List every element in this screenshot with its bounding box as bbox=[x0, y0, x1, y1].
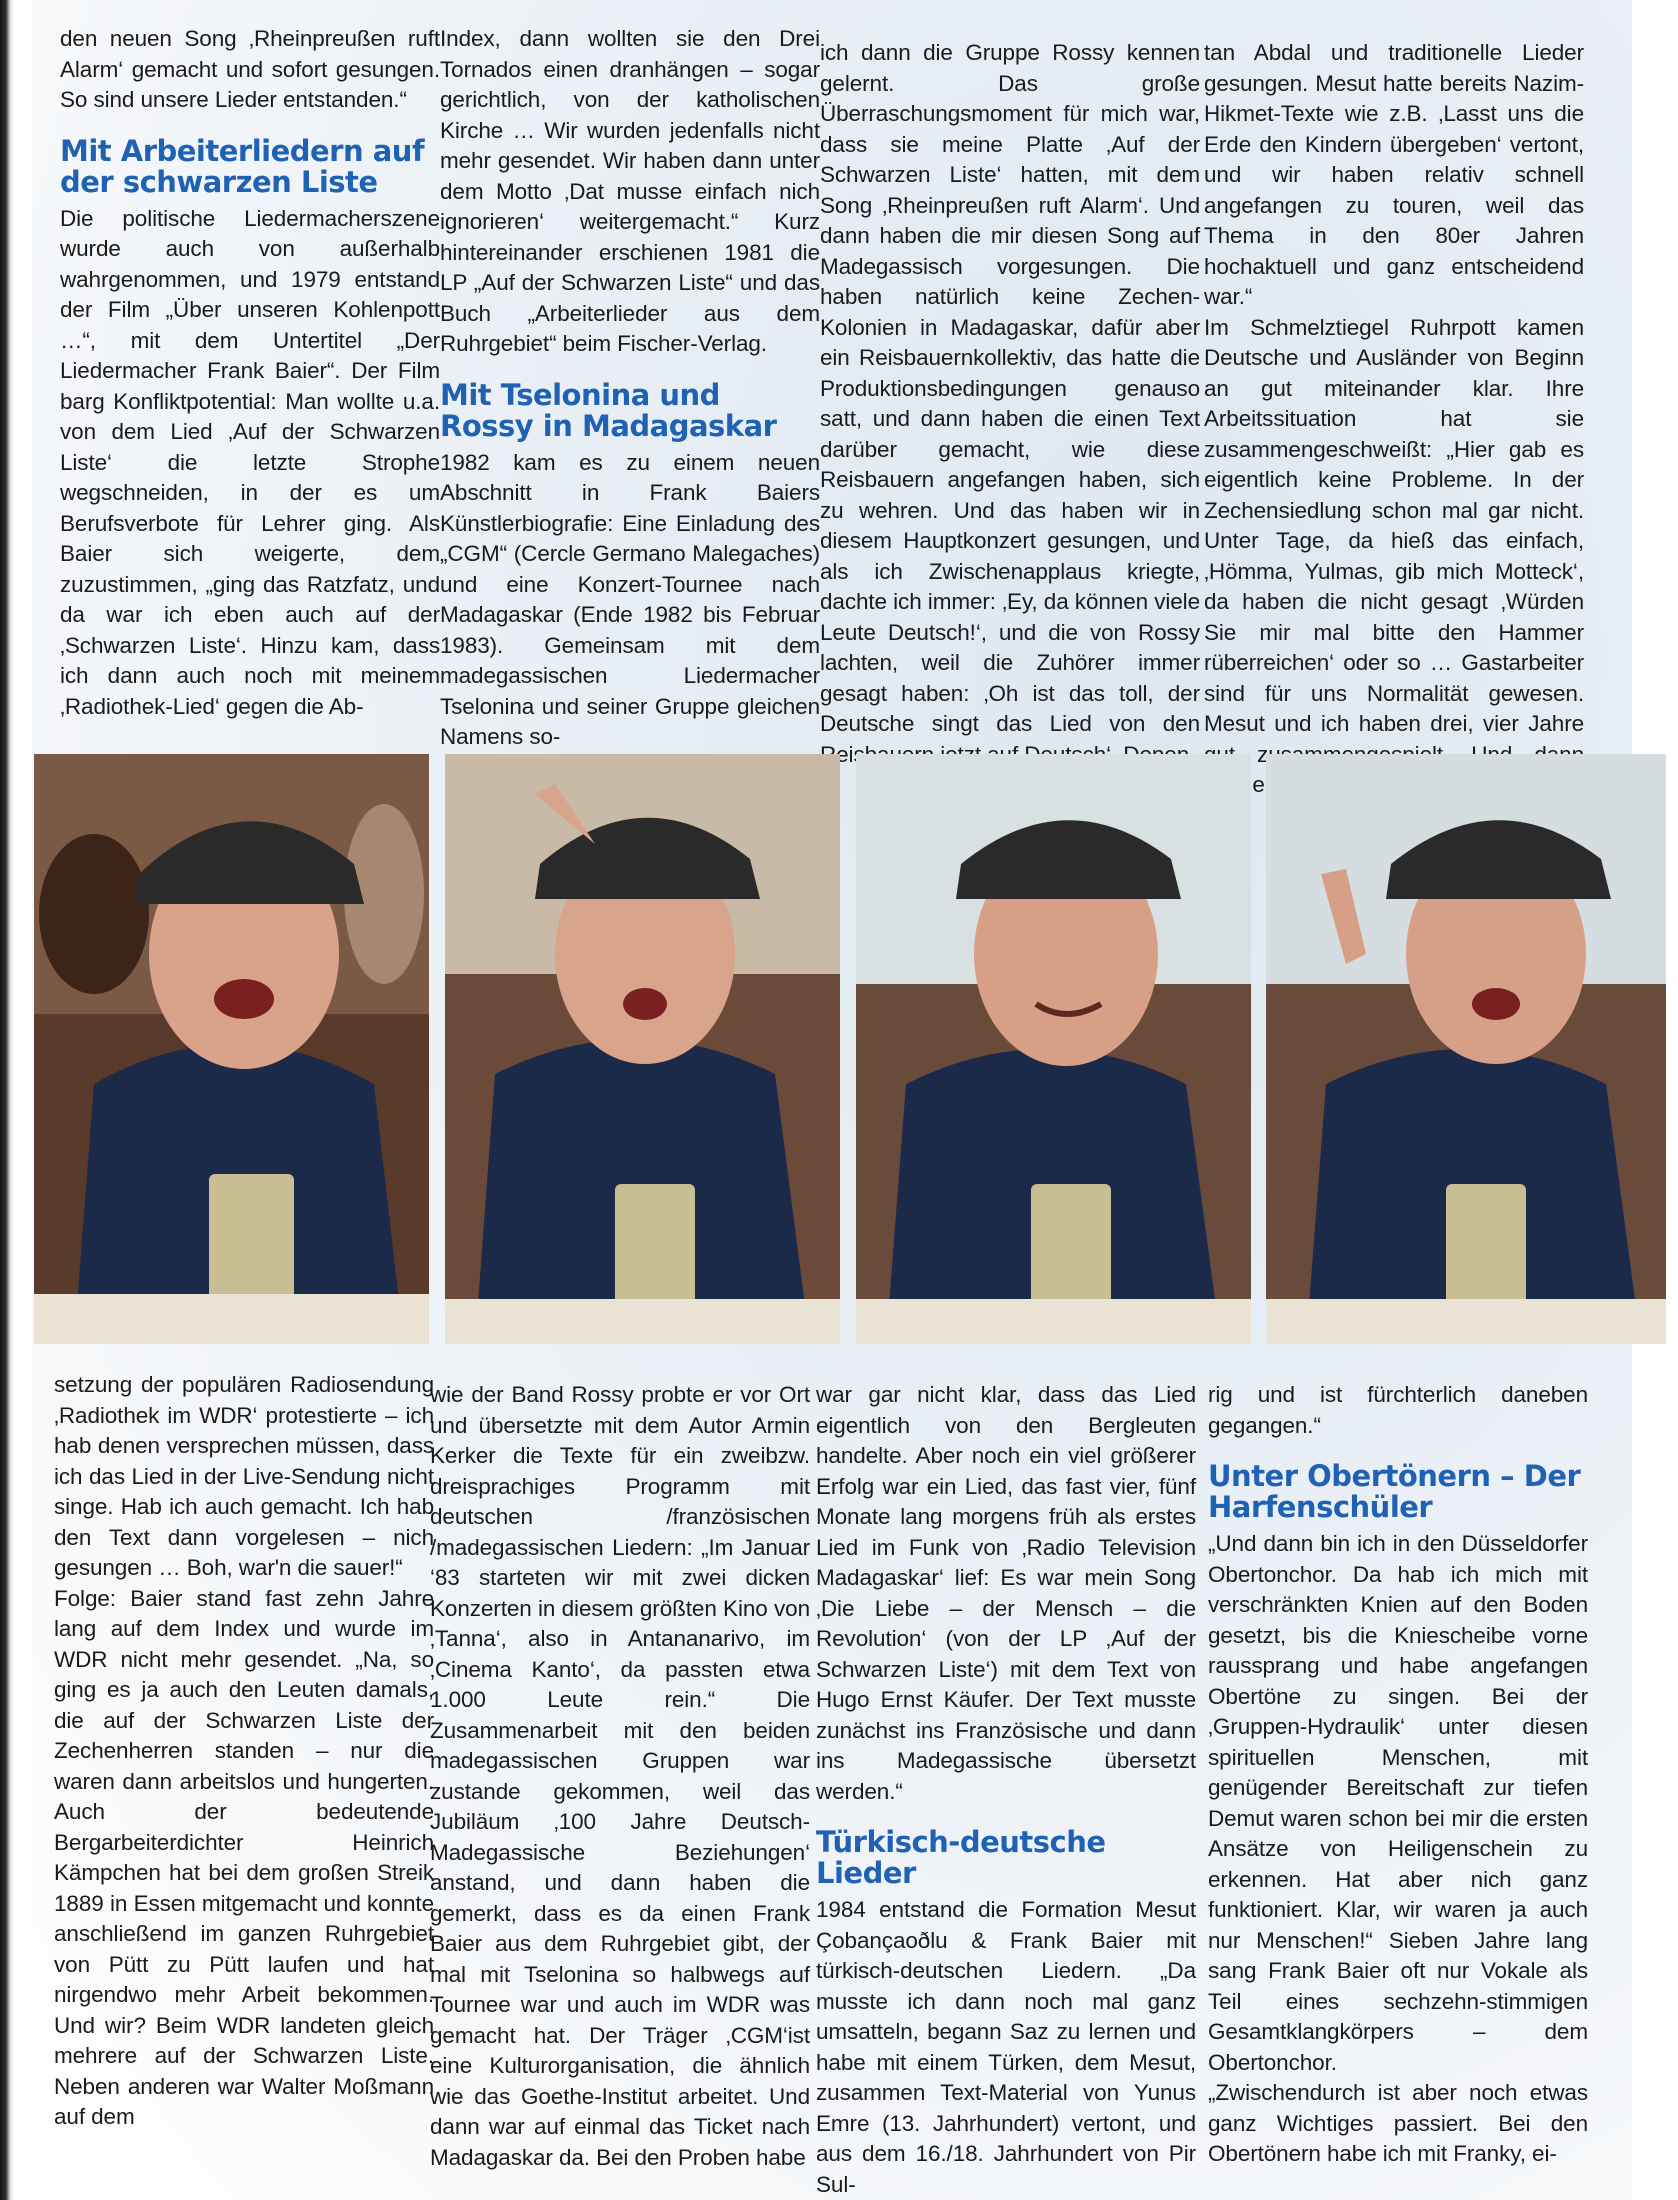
column-4-top bbox=[1204, 38, 1584, 801]
paragraph: „Zwischendurch ist aber noch etwas ganz Wichtiges passiert. Bei den Obertönern habe ich mit Franky, ei- bbox=[1208, 2080, 1588, 2166]
paragraph: „Und dann bin ich in den Düsseldorfer Obertonchor. Da hab ich mich mit verschränkten Knien auf den Boden gesetzt, bis die Kniescheibe vorne raussprang und habe angefangen Obertöne zu singen. Bei der ‚Gruppen-Hydraulik‘ unter diesen spirituellen Menschen, mit genügender Bereitschaft zur tiefen Demut waren schon bei mir die ersten Ansätze von Heiligenschein zu erkennen. Hat aber nich ganz funktioniert. Klar, wir waren ja auch nur Menschen!“ Sieben Jahre lang sang Frank Baier oft nur Vokale als Teil eines sechzehn-stimmigen Gesamtklangkörpers – dem Obertonchor. bbox=[1208, 1531, 1588, 2075]
photo-strip bbox=[0, 754, 1678, 1354]
column-2-top bbox=[440, 24, 820, 753]
column-2-bottom bbox=[430, 1380, 810, 2173]
paragraph: Im Schmelztiegel Ruhrpott kamen Deutsche und Ausländer von Beginn an gut miteinander klar. Ihre Arbeitssituation hat sie zusammengeschweißt: „Hier gab es eigentlich keine Probleme. In der Zechensiedlung schon mal gar nicht. Unter Tage, da hieß das einfach, ‚Hömma, Yulmas, gib mich Motteck‘, da haben die nicht gesagt ‚Würden Sie mir mal bitte den Hammer rüberreichen‘ oder so … Gastarbeiter sind für uns Normalität gewesen. Mesut und ich haben drei, vier Jahre bbox=[1204, 314, 1584, 736]
column-3-top bbox=[820, 38, 1200, 770]
paragraph: Index, dann wollten sie den Drei Tornados einen dranhängen – sogar gerichtlich, von der katholischen Kirche … Wir wurden jedenfalls nicht mehr gesendet. Wir haben dann unter dem Motto ‚Dat musse einfach nich ignorieren‘ weitergemacht.“ Kurz hintereinander erschienen 1981 die LP „Auf der Schwarzen Liste“ und das Buch „Arbeiterlieder aus dem Ruhrgebiet“ beim Fischer-Verlag. bbox=[440, 26, 820, 356]
column-1-bottom bbox=[54, 1370, 434, 2133]
section-heading: Mit Tselonina und Rossy in Madagaskar bbox=[440, 377, 777, 443]
section-heading: Unter Obertönern – Der Harfenschüler bbox=[1208, 1459, 1581, 1524]
photo-gesturing bbox=[1266, 754, 1666, 1344]
column-1-top bbox=[60, 24, 440, 722]
paragraph: setzung der populären Radiosendung ‚Radiothek im WDR‘ protestierte – ich hab denen versprechen müssen, dass ich das Lied in der Live-Sendung nicht singe. Hab ich auch gemacht. Ich hab den Text dann vorgelesen – nich gesungen … Boh, war'n die sauer!“ bbox=[54, 1372, 434, 1580]
photo-laughing bbox=[34, 754, 429, 1344]
photo-pointing bbox=[445, 754, 840, 1344]
paragraph: den neuen Song ‚Rheinpreußen ruft Alarm‘ gemacht und sofort gesungen. So sind unsere Lieder entstanden.“ bbox=[60, 26, 440, 112]
column-3-bottom bbox=[816, 1380, 1196, 2200]
paragraph: 1982 kam es zu einem neuen Abschnitt in Frank Baiers Künstlerbiografie: Eine Einladung des „CGM“ (Cercle Germano Malegaches) und eine Konzert-Tournee nach Madagaskar (Ende 1982 bis Februar 1983). Gemeinsam mit dem madegassischen Liedermacher Tselonina und seiner Gruppe gleichen Namens so- bbox=[440, 449, 820, 749]
section-heading: Mit Arbeiterliedern auf der schwarzen Liste bbox=[60, 133, 425, 199]
paragraph: rig und ist fürchterlich daneben gegangen.“ bbox=[1208, 1382, 1588, 1438]
paragraph: Die politische Liedermacherszene wurde auch von außerhalb wahrgenommen, und 1979 entstand der Film „Über unseren Kohlenpott …“, mit dem Untertitel „Der Liedermacher Frank Baier“. Der Film barg Konfliktpotential: Man wollte u.a. von dem Lied ‚Auf der Schwarzen Liste‘ die letzte Strophe wegschneiden, in der es um Berufsverbote für Lehrer ging. Als Baier sich weigerte, dem zuzustimmen, „ging das Ratzfatz, und da war ich eben auch auf der ‚Schwarzen Liste‘. Hinzu kam, dass ich dann auch noch mit meinem ‚Radiothek-Lied‘ gegen die Ab- bbox=[60, 205, 440, 719]
section-heading: Türkisch-deutsche Lieder bbox=[816, 1825, 1106, 1890]
paragraph: wie der Band Rossy probte er vor Ort und übersetzte mit dem Autor Armin Kerker die Texte für ein zweibzw. dreisprachiges Programm mit deutschen /französischen /madegassischen Liedern: „Im Januar ‘83 starteten wir mit zwei dicken Konzerten in diesem größten Kino von ‚Tanna‘, also in Antananarivo, im ‚Cinema Kanto‘, da passten etwa 1.000 Leute rein.“ Die Zusammenarbeit mit den beiden madegassischen Gruppen war zustande gekommen, weil das Jubiläum ‚100 Jahre Deutsch-Madegassische Beziehungen‘ anstand, und dann haben die gemerkt, dass es da einen Frank Baier aus dem Ruhrgebiet gibt, der mal mit Tselonina so halbwegs auf Tournee war und auch im WDR was gemacht hat. Der Träger ‚CGM‘ist eine Kulturorganisation, die ähnlich wie das Goethe-Institut arbeitet. Und dann war auf einmal das Ticket nach Madagaskar da. Bei den Proben habe bbox=[430, 1382, 810, 2170]
paragraph: Folge: Baier stand fast zehn Jahre lang auf dem Index und wurde im WDR nicht mehr gesendet. „Na, so ging es ja auch den Leuten damals, die auf der Schwarzen Liste der Zechenherren standen – nur die waren dann arbeitslos und hungerten. Auch der bedeutende Bergarbeiterdichter Heinrich Kämpchen hat bei dem großen Streik 1889 in Essen mitgemacht und konnte anschließend im ganzen Ruhrgebiet von Pütt zu Pütt laufen und hat nirgendwo mehr Arbeit bekommen. Und wir? Beim WDR landeten gleich mehrere auf der Schwarzen Liste. Neben anderen war Walter Moßmann auf dem bbox=[54, 1585, 434, 2129]
paragraph: war gar nicht klar, dass das Lied eigentlich von den Bergleuten handelte. Aber noch ein viel größerer Erfolg war ein Lied, das fast vier, fünf Monate lang morgens früh als erstes Lied im Funk von ‚Radio Television Madagaskar‘ lief: Es war mein Song ‚Die Liebe – der Mensch – die Revolution‘ (von der LP ‚Auf der Schwarzen Liste‘) mit dem Text von Hugo Ernst Käufer. Der Text musste zunächst ins Französische und dann ins Madegassische übersetzt werden.“ bbox=[816, 1382, 1196, 1804]
paragraph: tan Abdal und traditionelle Lieder gesungen. Mesut hatte bereits Nazim-Hikmet-Texte wie z.B. ‚Lasst uns die Erde den Kindern übergeben‘ vertont, und wir haben relativ schnell angefangen zu touren, weil das Thema in den 80er Jahren hochaktuell und ganz entscheidend war.“ bbox=[1204, 40, 1584, 309]
paragraph: 1984 entstand die Formation Mesut Çobançaoðlu & Frank Baier mit türkisch-deutschen Liedern. „Da musste ich dann noch mal ganz umsatteln, begann Saz zu lernen und habe mit einem Türken, dem Mesut, zusammen Text-Material von Yunus Emre (13. Jahrhundert) vertont, und aus dem 16./18. Jahrhundert von Pir Sul- bbox=[816, 1897, 1196, 2197]
photo-smiling bbox=[856, 754, 1251, 1344]
column-4-bottom bbox=[1208, 1380, 1588, 2170]
paragraph: ich dann die Gruppe Rossy kennen gelernt. Das große Überraschungsmoment für mich war, dass sie meine Platte ‚Auf der Schwarzen Liste‘ hatten, mit dem Song ‚Rheinpreußen ruft Alarm‘. Und dann haben die mir diesen Song auf Madegassisch vorgesungen. Die haben natürlich keine Zechen-Kolonien in Madagaskar, dafür aber ein Reisbauernkollektiv, das hatte die Produktionsbedingungen genauso satt, und dann haben die einen Text darüber gemacht, wie diese Reisbauern angefangen haben, sich zu wehren. Und das haben wir in diesem Hauptkonzert gesungen, und als ich Zwischenapplaus kriegte, dachte ich immer: ‚Ey, da können viele Leute Deutsch!‘, und die von Rossy lachten, weil die Zuhörer immer gesagt haben: ‚Oh ist das toll, der Deutsche singt das Lied von den bbox=[820, 40, 1200, 736]
